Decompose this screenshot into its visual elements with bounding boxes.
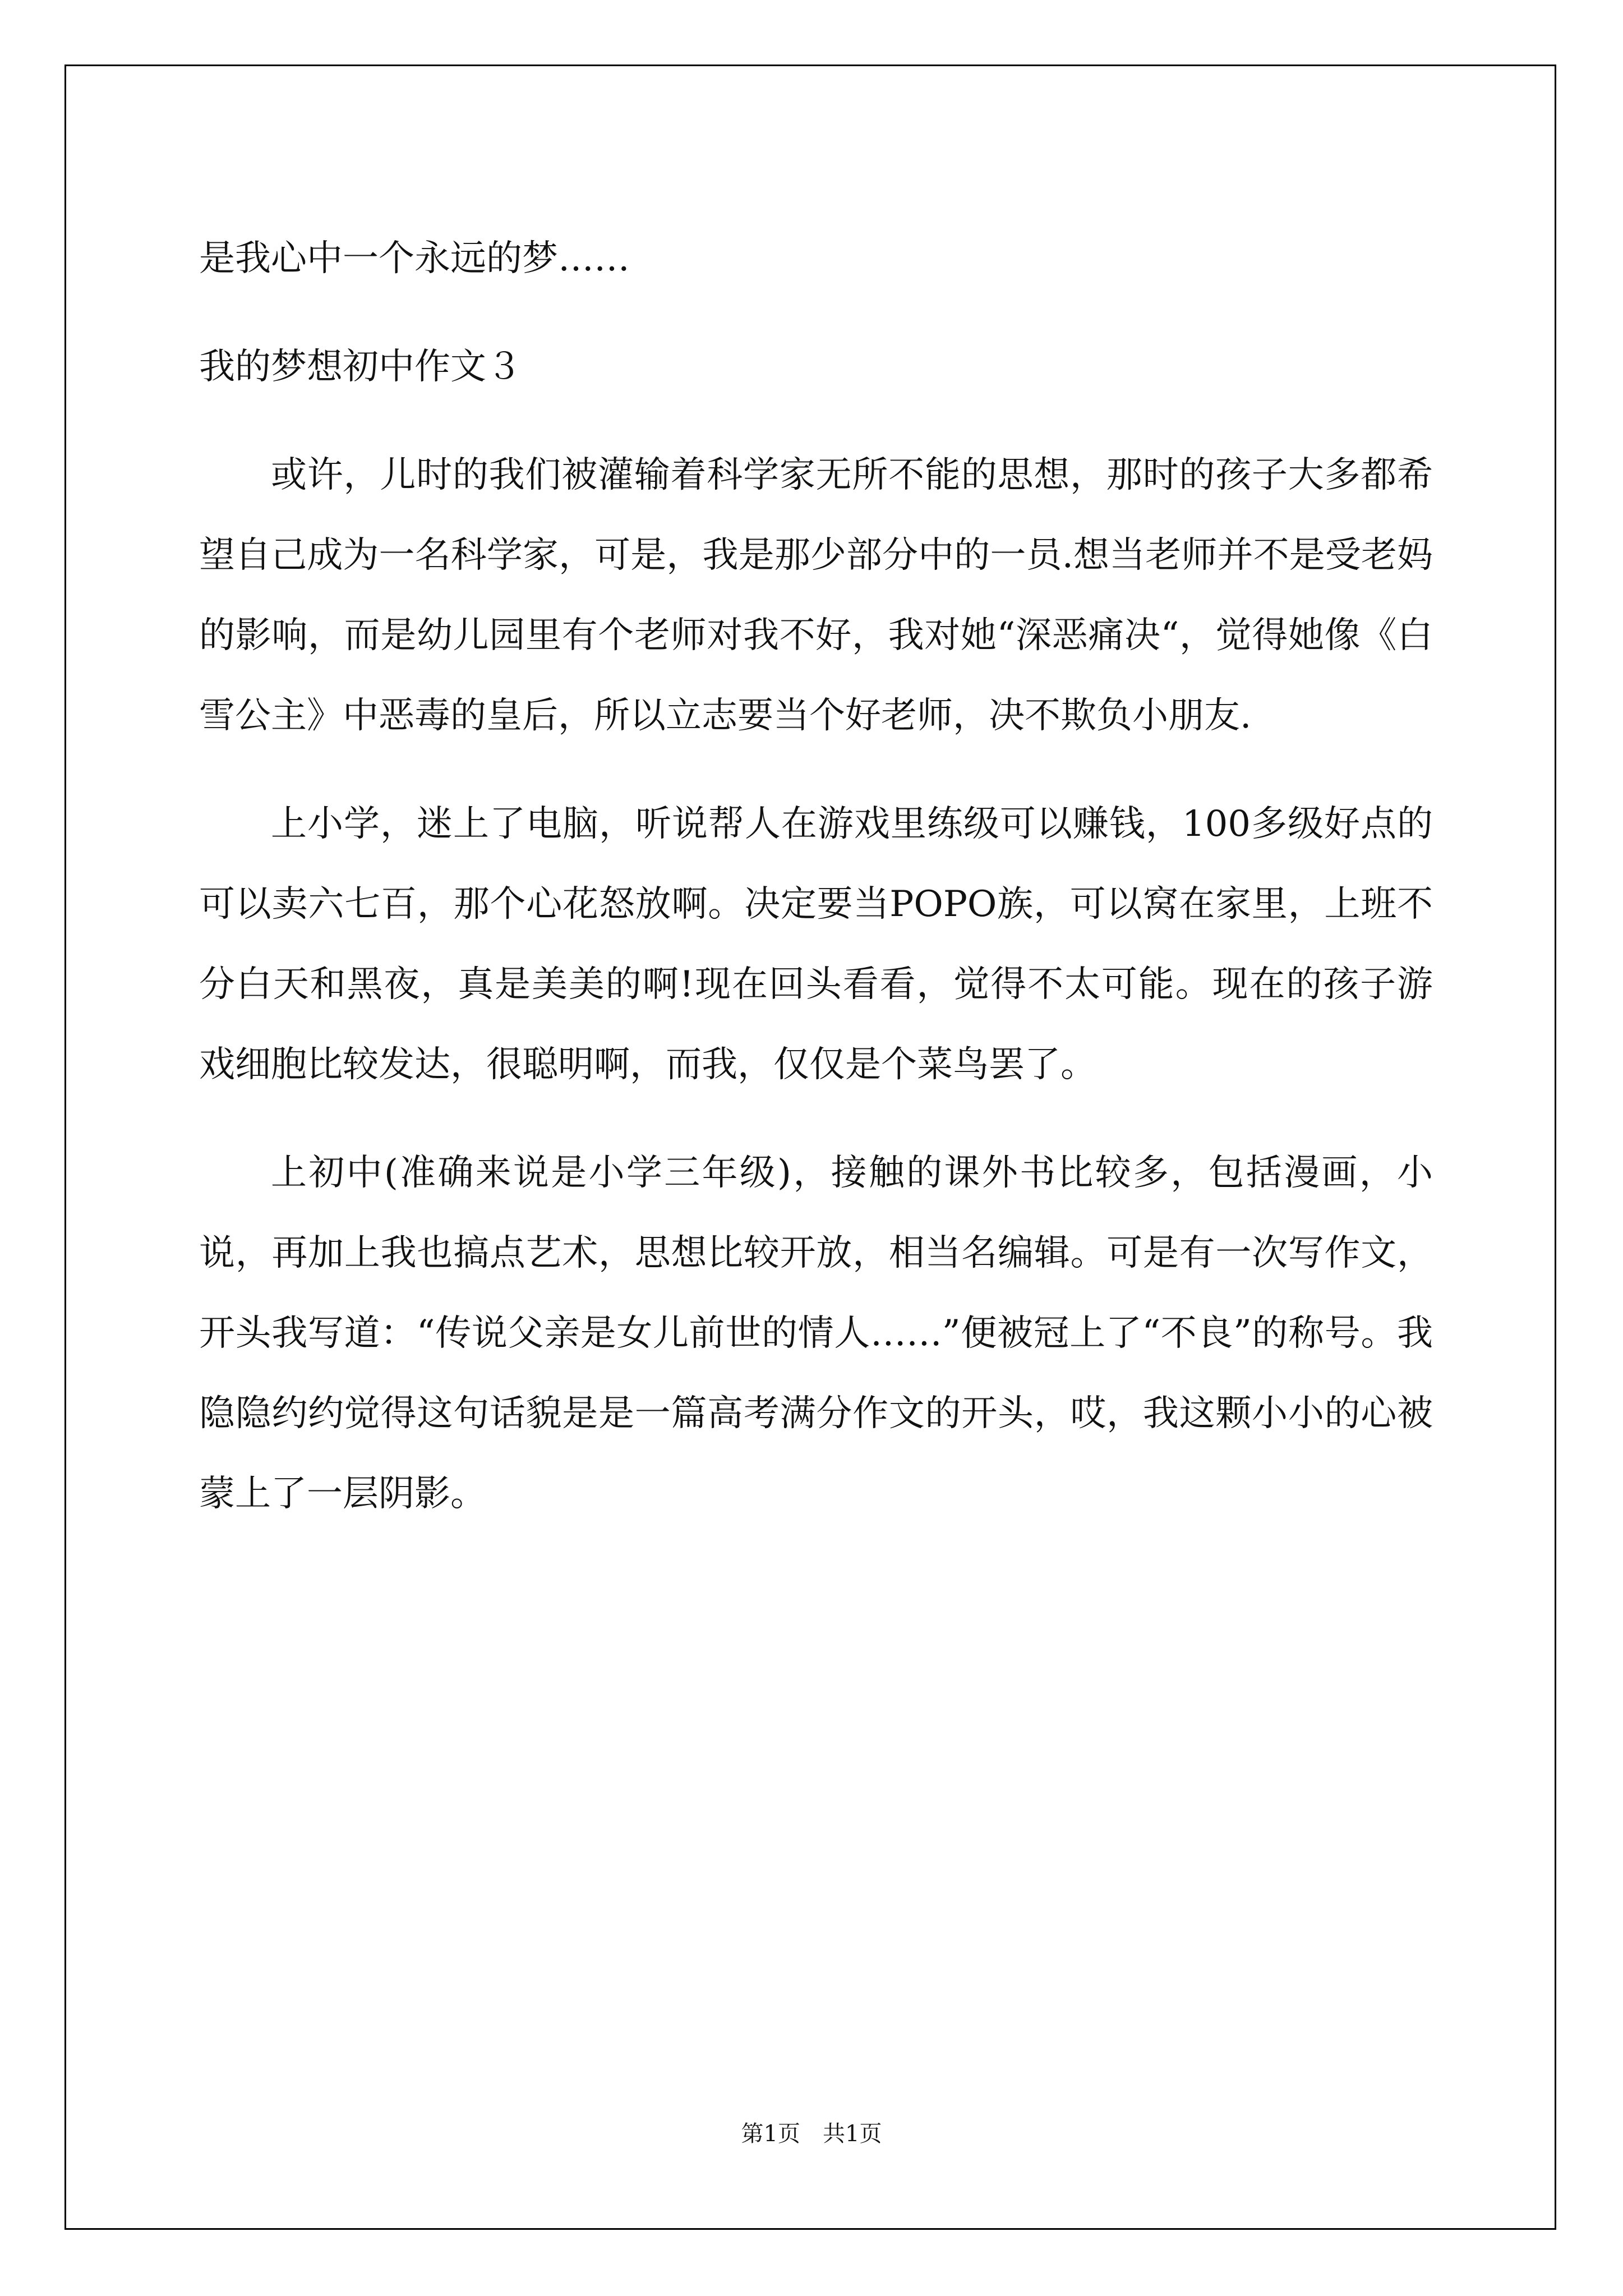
continued-line: 是我心中一个永远的梦…… bbox=[199, 238, 630, 279]
spacer bbox=[199, 1105, 1433, 1133]
spacer bbox=[199, 299, 1433, 327]
page-number: 第1页 bbox=[741, 2121, 800, 2147]
spacer bbox=[199, 756, 1433, 784]
paragraph: 或许，儿时的我们被灌输着科学家无所不能的思想，那时的孩子大多都希望自己成为一名科学家，可是，我是那少部分中的一员.想当老师并不是受老妈的影响，而是幼儿园里有个老师对我不好，我对她“深恶痛决“，觉得她像《白雪公主》中恶毒的皇后，所以立志要当个好老师，决不欺负小朋友. bbox=[199, 454, 1433, 737]
section-heading: 我的梦想初中作文３ bbox=[199, 346, 522, 388]
spacer bbox=[199, 407, 1433, 435]
page-footer bbox=[0, 2116, 1623, 2148]
page-total: 共1页 bbox=[823, 2121, 882, 2147]
document-body bbox=[199, 219, 1433, 1534]
paragraph: 上小学，迷上了电脑，听说帮人在游戏里练级可以赚钱，100多级好点的可以卖六七百，那个心花怒放啊。决定要当POPO族，可以窝在家里，上班不分白天和黑夜，真是美美的啊!现在回头看看，觉得不太可能。现在的孩子游戏细胞比较发达，很聪明啊，而我，仅仅是个菜鸟罢了。 bbox=[199, 803, 1433, 1085]
paragraph: 上初中(准确来说是小学三年级)，接触的课外书比较多，包括漫画，小说，再加上我也搞点艺术，思想比较开放，相当名编辑。可是有一次写作文，开头我写道：“传说父亲是女儿前世的情人……”便被冠上了“不良”的称号。我隐隐约约觉得这句话貌是是一篇高考满分作文的开头，哎，我这颗小小的心被蒙上了一层阴影。 bbox=[199, 1152, 1433, 1515]
